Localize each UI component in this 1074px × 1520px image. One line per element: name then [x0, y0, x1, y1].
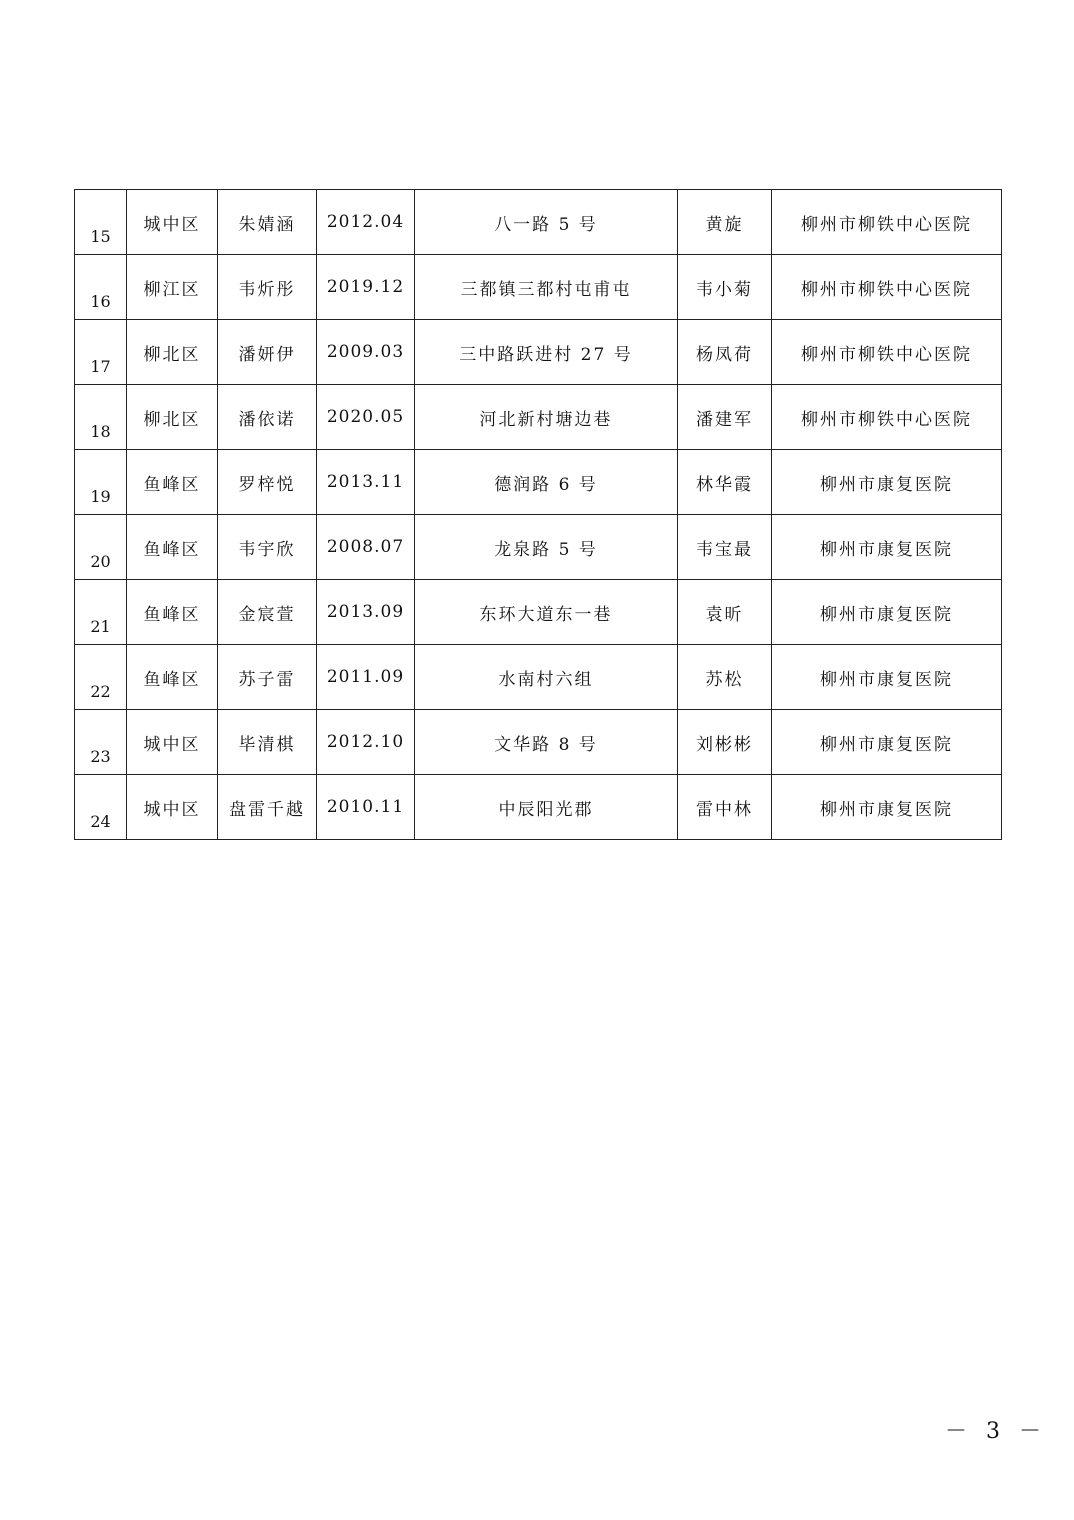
roster-table: [74, 189, 1002, 840]
district-cell: 城中区: [127, 775, 218, 840]
row-number: 15: [75, 190, 127, 255]
birth-date-cell: 2010.11: [317, 775, 415, 840]
hospital-cell: 柳州市康复医院: [772, 710, 1002, 775]
address-cell: 中辰阳光郡: [415, 775, 678, 840]
birth-date-cell: 2019.12: [317, 255, 415, 320]
table-row: [75, 710, 1002, 775]
hospital-cell: 柳州市柳铁中心医院: [772, 385, 1002, 450]
hospital-cell: 柳州市康复医院: [772, 515, 1002, 580]
guardian-cell: 黄旋: [678, 190, 772, 255]
district-cell: 城中区: [127, 710, 218, 775]
row-number: 24: [75, 775, 127, 840]
row-number: 23: [75, 710, 127, 775]
hospital-cell: 柳州市康复医院: [772, 775, 1002, 840]
guardian-cell: 潘建军: [678, 385, 772, 450]
address-cell: 八一路 5 号: [415, 190, 678, 255]
hospital-cell: 柳州市康复医院: [772, 450, 1002, 515]
guardian-cell: 雷中林: [678, 775, 772, 840]
district-cell: 鱼峰区: [127, 515, 218, 580]
district-cell: 鱼峰区: [127, 645, 218, 710]
guardian-cell: 林华霞: [678, 450, 772, 515]
name-cell: 罗梓悦: [218, 450, 317, 515]
address-cell: 三中路跃进村 27 号: [415, 320, 678, 385]
name-cell: 朱婧涵: [218, 190, 317, 255]
district-cell: 柳北区: [127, 385, 218, 450]
birth-date-cell: 2009.03: [317, 320, 415, 385]
name-cell: 潘妍伊: [218, 320, 317, 385]
district-cell: 柳北区: [127, 320, 218, 385]
district-cell: 鱼峰区: [127, 580, 218, 645]
address-cell: 东环大道东一巷: [415, 580, 678, 645]
hospital-cell: 柳州市康复医院: [772, 580, 1002, 645]
birth-date-cell: 2008.07: [317, 515, 415, 580]
row-number: 18: [75, 385, 127, 450]
hospital-cell: 柳州市柳铁中心医院: [772, 320, 1002, 385]
row-number: 21: [75, 580, 127, 645]
name-cell: 盘雷千越: [218, 775, 317, 840]
table-row: [75, 255, 1002, 320]
name-cell: 毕清棋: [218, 710, 317, 775]
address-cell: 德润路 6 号: [415, 450, 678, 515]
district-cell: 鱼峰区: [127, 450, 218, 515]
hospital-cell: 柳州市柳铁中心医院: [772, 255, 1002, 320]
address-cell: 三都镇三都村屯甫屯: [415, 255, 678, 320]
birth-date-cell: 2012.10: [317, 710, 415, 775]
birth-date-cell: 2012.04: [317, 190, 415, 255]
table-row: [75, 580, 1002, 645]
hospital-cell: 柳州市柳铁中心医院: [772, 190, 1002, 255]
birth-date-cell: 2020.05: [317, 385, 415, 450]
table-row: [75, 645, 1002, 710]
row-number: 17: [75, 320, 127, 385]
roster-body: [75, 190, 1002, 840]
row-number: 20: [75, 515, 127, 580]
guardian-cell: 袁昕: [678, 580, 772, 645]
table-row: [75, 385, 1002, 450]
guardian-cell: 刘彬彬: [678, 710, 772, 775]
name-cell: 潘依诺: [218, 385, 317, 450]
district-cell: 柳江区: [127, 255, 218, 320]
guardian-cell: 韦小菊: [678, 255, 772, 320]
guardian-cell: 杨凤荷: [678, 320, 772, 385]
address-cell: 河北新村塘边巷: [415, 385, 678, 450]
birth-date-cell: 2011.09: [317, 645, 415, 710]
row-number: 22: [75, 645, 127, 710]
birth-date-cell: 2013.09: [317, 580, 415, 645]
table-row: [75, 320, 1002, 385]
address-cell: 水南村六组: [415, 645, 678, 710]
table-row: [75, 775, 1002, 840]
hospital-cell: 柳州市康复医院: [772, 645, 1002, 710]
table-row: [75, 515, 1002, 580]
guardian-cell: 苏松: [678, 645, 772, 710]
row-number: 16: [75, 255, 127, 320]
name-cell: 金宸萱: [218, 580, 317, 645]
row-number: 19: [75, 450, 127, 515]
address-cell: 龙泉路 5 号: [415, 515, 678, 580]
name-cell: 韦宇欣: [218, 515, 317, 580]
district-cell: 城中区: [127, 190, 218, 255]
address-cell: 文华路 8 号: [415, 710, 678, 775]
table-row: [75, 450, 1002, 515]
birth-date-cell: 2013.11: [317, 450, 415, 515]
name-cell: 韦炘彤: [218, 255, 317, 320]
table-row: [75, 190, 1002, 255]
name-cell: 苏子雷: [218, 645, 317, 710]
page-number: － 3 －: [945, 1419, 1047, 1444]
guardian-cell: 韦宝最: [678, 515, 772, 580]
